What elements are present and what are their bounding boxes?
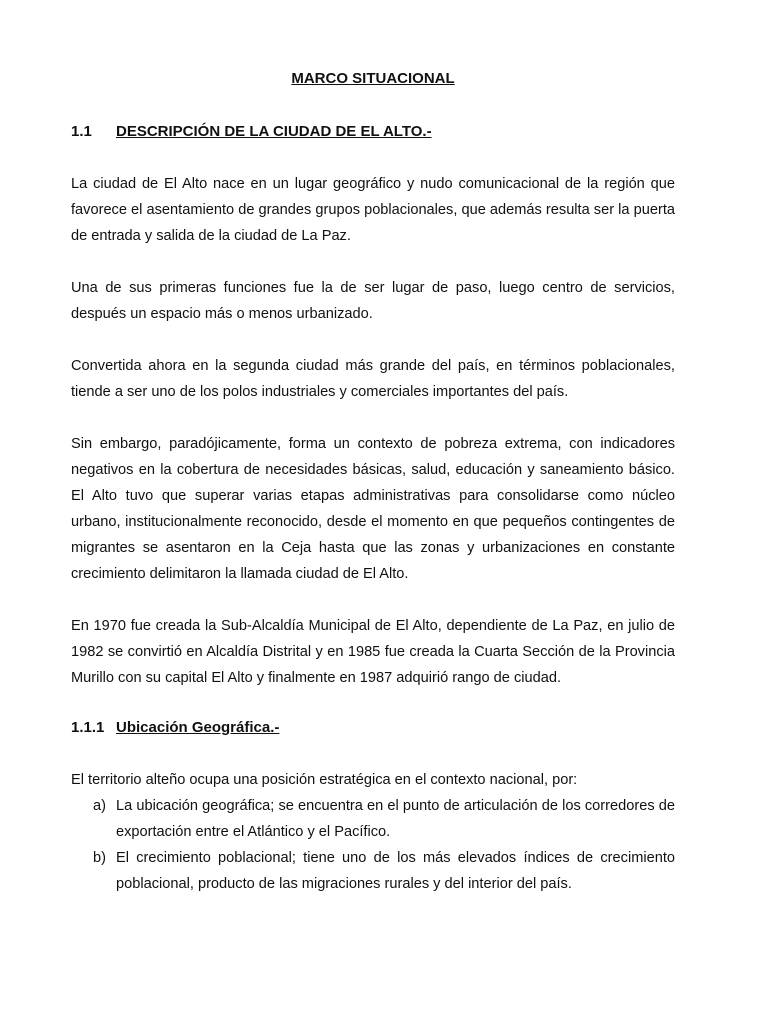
list-marker: a) — [93, 798, 106, 814]
list-item-text: La ubicación geográfica; se encuentra en el punto de articulación de los corredores de exportación entre el Atlántico y el Pacífico. — [116, 798, 675, 840]
list-item-text: El crecimiento poblacional; tiene uno de los más elevados índices de crecimiento poblacional, producto de las migraciones rurales y del interior del país. — [116, 850, 675, 892]
paragraph: Convertida ahora en la segunda ciudad más grande del país, en términos poblacionales, tiende a ser uno de los polos industriales y comerciales importantes del país. — [71, 358, 675, 400]
list-item — [71, 845, 675, 897]
subsection-intro: El territorio alteño ocupa una posición estratégica en el contexto nacional, por: — [71, 772, 578, 788]
section-heading-1-1 — [71, 122, 432, 142]
subsection-title: Ubicación Geográfica.- — [116, 719, 280, 736]
paragraph: La ciudad de El Alto nace en un lugar geográfico y nudo comunicacional de la región que favorece el asentamiento de grandes grupos poblacionales, que además resulta ser la puerta de entrada y salida de la ciudad de La Paz. — [71, 176, 675, 244]
paragraph: Una de sus primeras funciones fue la de ser lugar de paso, luego centro de servicios, después un espacio más o menos urbanizado. — [71, 280, 675, 322]
section-heading-1-1-1 — [71, 718, 280, 738]
section-title: DESCRIPCIÓN DE LA CIUDAD DE EL ALTO.- — [116, 123, 432, 140]
section-number: 1.1 — [71, 123, 92, 140]
list-marker: b) — [93, 850, 106, 866]
list-item — [71, 793, 675, 845]
paragraph: Sin embargo, paradójicamente, forma un contexto de pobreza extrema, con indicadores negativos en la cobertura de necesidades básicas, salud, educación y saneamiento básico. El Alto tuvo que superar varias etapas administrativas para consolidarse como núcleo urbano, institucionalmente reconocido, desde el momento en que pequeños contingentes de migrantes se asentaron en la Ceja hasta que las zonas y urbanizaciones en constante crecimiento delimitaron la llamada ciudad de El Alto. — [71, 436, 675, 582]
reasons-list — [71, 793, 675, 897]
paragraph: En 1970 fue creada la Sub-Alcaldía Municipal de El Alto, dependiente de La Paz, en julio de 1982 se convirtió en Alcaldía Distrital y en 1985 fue creada la Cuarta Sección de la Provincia Murillo con su capital El Alto y finalmente en 1987 adquirió rango de ciudad. — [71, 618, 675, 686]
document-title: MARCO SITUACIONAL — [291, 70, 455, 87]
subsection-number: 1.1.1 — [71, 719, 105, 736]
